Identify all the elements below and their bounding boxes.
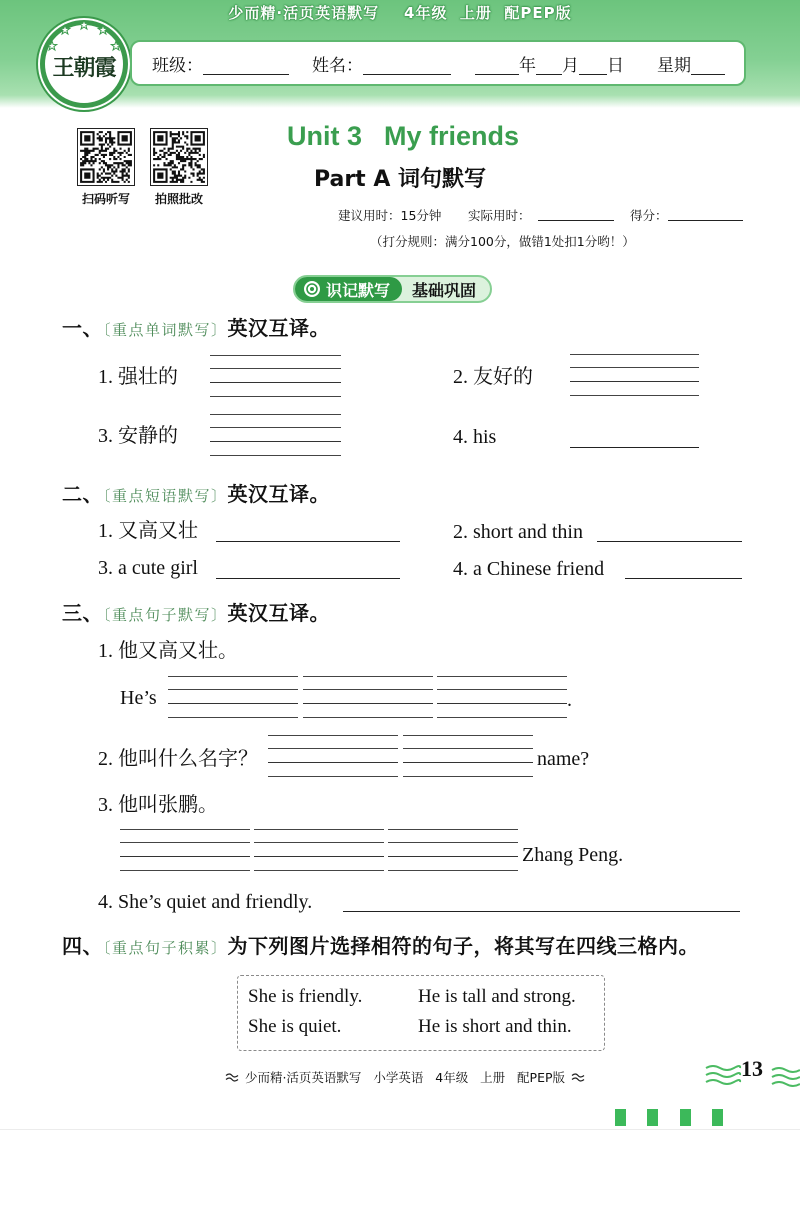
s3-item-1-suffix: .	[567, 689, 572, 711]
answer-line[interactable]	[216, 522, 400, 542]
qr-photo-check-label: 拍照批改	[154, 192, 203, 206]
name-label: 姓名：	[312, 55, 363, 76]
section-1-heading	[62, 316, 330, 342]
option-sentence: She is friendly.	[248, 986, 363, 1007]
section-tag: 〔重点短语默写〕	[103, 487, 228, 505]
student-info-form	[130, 40, 746, 86]
answer-line[interactable]	[216, 559, 400, 579]
unit-topic: My friends	[383, 121, 520, 151]
answer-line[interactable]	[343, 892, 740, 912]
s2-item-2: 2. short and thin	[453, 521, 583, 543]
answer-line[interactable]	[570, 428, 699, 448]
answer-line[interactable]	[625, 559, 742, 579]
s3-item-2-suffix: name?	[537, 748, 590, 770]
score-field[interactable]	[668, 206, 743, 221]
badge-secondary-label: 基础巩固	[412, 280, 477, 300]
unit-title	[0, 121, 800, 152]
four-line-grid[interactable]	[168, 676, 298, 718]
badge-secondary	[402, 277, 490, 301]
page-number: 13	[741, 1056, 763, 1081]
wave-icon	[571, 1072, 585, 1082]
weekday-field[interactable]	[691, 57, 725, 75]
s1-item-1: 1. 强壮的	[98, 366, 178, 388]
unit-number: Unit 3	[286, 121, 362, 151]
footer-text: 少而精·活页英语默写 小学英语 4年级 上册 配PEP版	[244, 1070, 566, 1085]
four-line-grid[interactable]	[403, 735, 533, 777]
s1-item-4: 4. his	[453, 426, 497, 448]
s3-item-1-prefix: He’s	[120, 687, 157, 709]
memory-icon	[303, 280, 321, 298]
badge-primary	[295, 277, 402, 301]
month-field[interactable]	[536, 57, 562, 75]
section-instruction: 英汉互译。	[227, 316, 331, 340]
section-tag: 〔重点句子积累〕	[103, 939, 228, 957]
s3-item-3-prompt: 3. 他叫张鹏。	[98, 794, 218, 816]
s3-item-3-suffix: Zhang Peng.	[522, 844, 624, 866]
decor-square	[680, 1109, 691, 1126]
s2-item-4: 4. a Chinese friend	[453, 558, 605, 580]
section-number: 一、	[62, 316, 103, 340]
decor-square	[615, 1109, 626, 1126]
four-line-grid[interactable]	[570, 354, 699, 396]
section-tag: 〔重点句子默写〕	[103, 606, 228, 624]
decor-square	[647, 1109, 658, 1126]
score-label: 得分：	[630, 208, 668, 223]
suggested-time: 建议用时：15分钟	[338, 208, 442, 223]
month-label: 月	[562, 55, 579, 76]
section-badge	[293, 275, 492, 303]
qr-listen-label: 扫码听写	[81, 192, 130, 206]
option-sentence: She is quiet.	[248, 1016, 342, 1037]
s2-item-1: 1. 又高又壮	[98, 520, 198, 542]
option-sentence: He is tall and strong.	[418, 986, 576, 1007]
weekday-label: 星期	[657, 55, 691, 76]
s3-item-4-prompt: 4. She’s quiet and friendly.	[98, 891, 313, 913]
sentence-options-box	[237, 975, 605, 1051]
actual-time-field[interactable]	[538, 206, 614, 221]
series-title: 少而精·活页英语默写 4年级 上册 配PEP版	[228, 4, 572, 22]
footer	[0, 1068, 800, 1086]
four-line-grid[interactable]	[303, 676, 433, 718]
section-4-heading	[62, 934, 699, 960]
page-edge-rule	[0, 1129, 800, 1130]
s3-item-1-prompt: 1. 他又高又壮。	[98, 640, 238, 662]
section-number: 二、	[62, 482, 103, 506]
section-instruction: 为下列图片选择相符的句子，将其写在四线三格内。	[227, 934, 700, 958]
section-instruction: 英汉互译。	[227, 601, 331, 625]
section-tag: 〔重点单词默写〕	[103, 321, 228, 339]
day-field[interactable]	[579, 57, 607, 75]
option-sentence: He is short and thin.	[418, 1016, 572, 1037]
section-2-heading	[62, 482, 330, 508]
class-field[interactable]	[203, 57, 289, 75]
four-line-grid[interactable]	[120, 829, 250, 871]
s2-item-3: 3. a cute girl	[98, 557, 198, 579]
section-number: 三、	[62, 601, 103, 625]
year-label: 年	[519, 55, 536, 76]
four-line-grid[interactable]	[210, 355, 341, 397]
wave-icon	[225, 1072, 239, 1082]
day-label: 日	[607, 55, 624, 76]
s3-item-2-prompt: 2. 他叫什么名字？	[98, 748, 258, 770]
actual-time-label: 实际用时：	[468, 208, 531, 223]
s1-item-2: 2. 友好的	[453, 366, 533, 388]
answer-line[interactable]	[597, 522, 742, 542]
section-instruction: 英汉互译。	[227, 482, 331, 506]
section-number: 四、	[62, 934, 103, 958]
four-line-grid[interactable]	[437, 676, 567, 718]
badge-primary-label: 识记默写	[326, 280, 391, 300]
name-field[interactable]	[363, 57, 451, 75]
four-line-grid[interactable]	[268, 735, 398, 777]
scoring-rule: （打分规则：满分100分，做错1处扣1分哟！）	[370, 234, 635, 249]
section-3-heading	[62, 601, 330, 627]
logo-text: 王朝霞	[52, 54, 116, 81]
four-line-grid[interactable]	[210, 414, 341, 456]
s1-item-3: 3. 安静的	[98, 425, 178, 447]
class-label: 班级：	[152, 55, 203, 76]
four-line-grid[interactable]	[254, 829, 384, 871]
part-title: Part A 词句默写	[313, 167, 487, 192]
logo	[40, 20, 128, 108]
year-field[interactable]	[475, 57, 519, 75]
decor-square	[712, 1109, 723, 1126]
four-line-grid[interactable]	[388, 829, 518, 871]
star-icon	[40, 20, 128, 108]
